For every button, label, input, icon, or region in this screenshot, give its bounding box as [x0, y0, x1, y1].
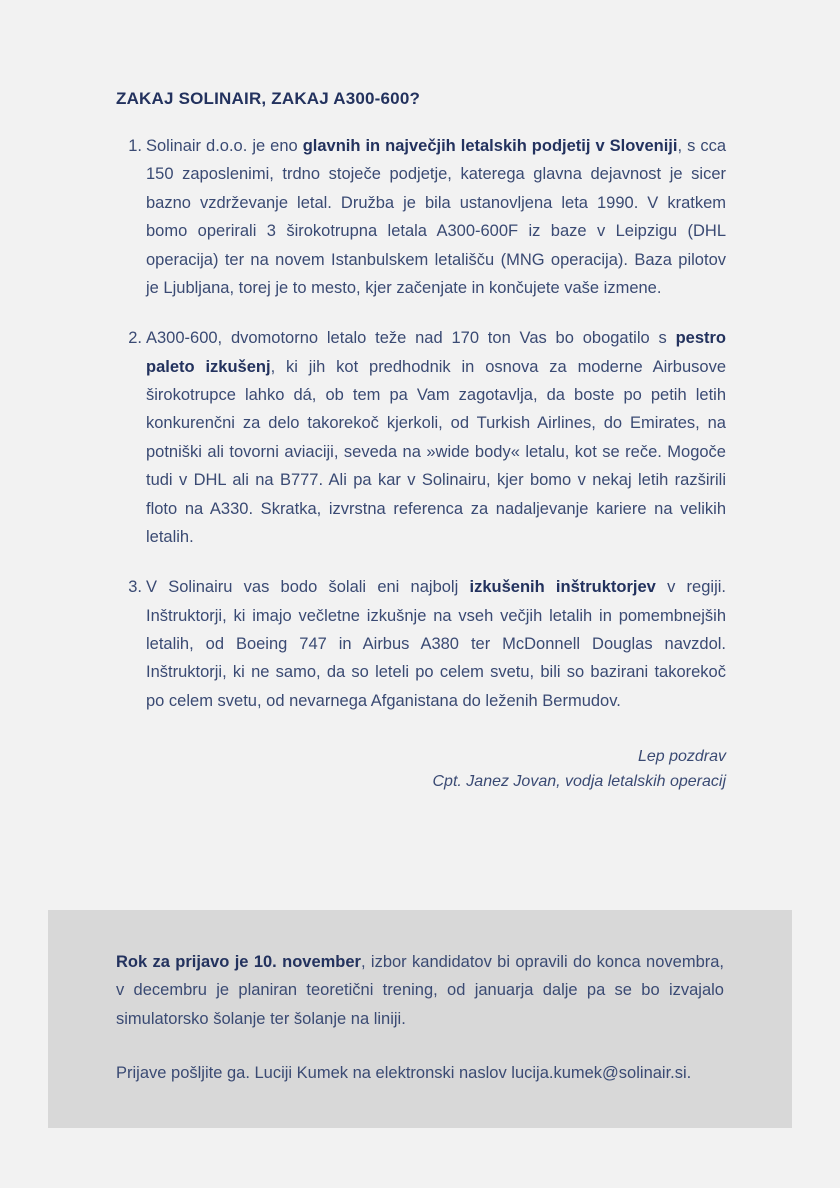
- signature-block: [116, 745, 726, 795]
- body-text: v regiji. Inštruktorji, ki imajo večletne izkušnje na vseh večjih letalih in pomembnejših letalih, od Boeing 747 in Airbus A380 ter McDonnell Douglas navzdol. Inštruktorji, ki ne samo, da so leteli po celem svetu, bili so bazirani takorekoč po celem svetu, od nevarnega Afganistana do leženih Bermudov.: [146, 578, 726, 710]
- emphasized-text: izkušenih inštruktorjev: [469, 578, 656, 597]
- document-body: [116, 88, 726, 795]
- signature-greeting: Lep pozdrav: [637, 748, 726, 766]
- body-text: Prijave pošljite ga. Luciji Kumek na elektronski naslov lucija.kumek@solinair.si.: [116, 1064, 692, 1083]
- numbered-list: [116, 132, 726, 715]
- footer-callout-box: [48, 910, 792, 1128]
- signature-name: Cpt. Janez Jovan, vodja letalskih operacij: [432, 773, 726, 791]
- body-text: , ki jih kot predhodnik in osnova za moderne Airbusove širokotrupce lahko dá, ob tem pa Vam zagotavlja, da boste po petih letih konkurenčni za delo takorekoč kjerkoli, od Turkish Airlines, do Emirates, na potniški ali tovorni aviaciji, seveda na »wide body« letalu, kot se reče. Mogoče tudi v DHL ali na B777. Ali pa kar v Solinairu, kjer bomo v nekaj letih razširili floto na A330. Skratka, izvrstna referenca za nadaljevanje kariere na velikih letalih.: [146, 357, 727, 546]
- emphasized-text: pestro paleto izkušenj: [146, 329, 726, 376]
- body-text: A300-600, dvomotorno letalo teže nad 170 ton Vas bo obogatilo s: [146, 329, 676, 348]
- footer-paragraph: [116, 1059, 724, 1087]
- emphasized-text: Rok za prijavo je 10. november: [116, 953, 361, 971]
- body-text: V Solinairu vas bodo šolali eni najbolj: [146, 578, 470, 597]
- page-title: ZAKAJ SOLINAIR, ZAKAJ A300-600?: [116, 89, 421, 108]
- list-item: [116, 324, 726, 551]
- body-text: , s cca 150 zaposlenimi, trdno stoječe podjetje, katerega glavna dejavnost je sicer bazno vzdrževanje letal. Družba je bila ustanovljena leta 1990. V kratkem bomo operirali 3 širokotrupna letala A300-600F iz baze v Leipzigu (DHL operacija) ter na novem Istanbulskem letališču (MNG operacija). Baza pilotov je Ljubljana, torej je to mesto, kjer začenjate in končujete vaše izmene.: [146, 137, 726, 297]
- list-item: [116, 132, 726, 302]
- body-text: Solinair d.o.o. je eno: [146, 137, 303, 156]
- body-text: , izbor kandidatov bi opravili do konca novembra, v decembru je planiran teoretični trening, od januarja dalje pa se bo izvajalo simulatorsko šolanje ter šolanje na liniji.: [116, 953, 724, 1028]
- emphasized-text: glavnih in največjih letalskih podjetij v Sloveniji: [302, 137, 678, 156]
- footer-paragraph: [116, 948, 724, 1033]
- list-item: [116, 573, 726, 715]
